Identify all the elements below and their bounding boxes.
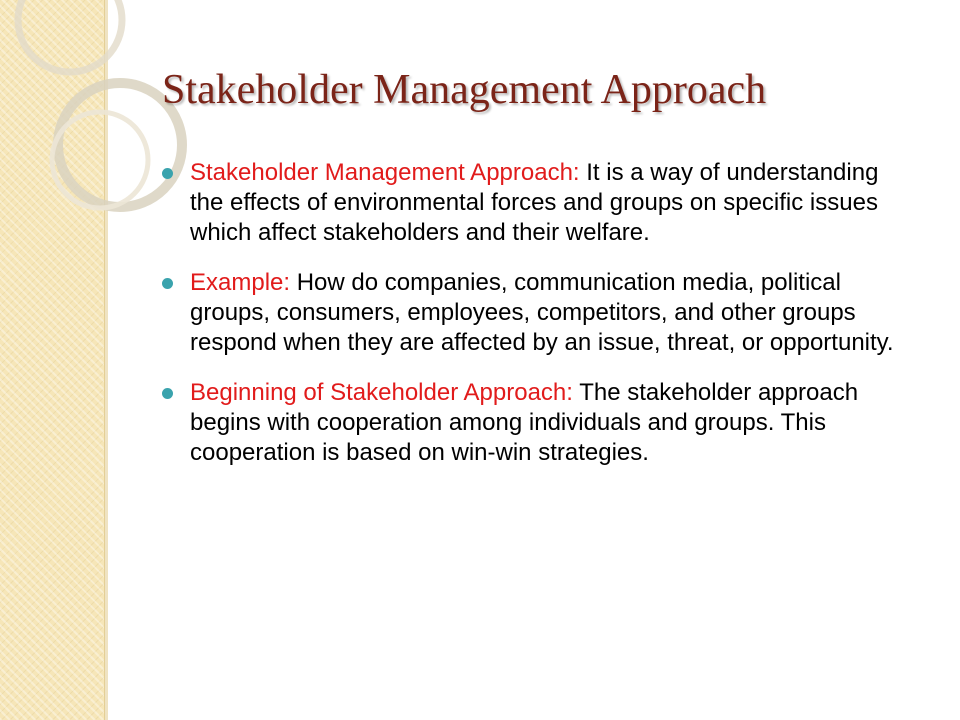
- decorative-circle-inner: [52, 112, 148, 208]
- bullet-dot-icon: [162, 388, 173, 399]
- bullet-item-definition: [162, 158, 902, 248]
- slide-title: Stakeholder Management Approach: [162, 67, 767, 113]
- bullet-text: It is a way of understanding the effects of environmental forces and groups on specific issues which affect stakeholders and their welfare.: [190, 159, 879, 246]
- bullet-item-beginning: [162, 378, 902, 468]
- decorative-circle-top: [18, 0, 122, 72]
- bullet-text: How do companies, communication media, political groups, consumers, employees, competitors, and other groups respond when they are affected by an issue, threat, or opportunity.: [190, 269, 894, 356]
- bullet-term: Example:: [190, 269, 291, 296]
- bullet-dot-icon: [162, 278, 173, 289]
- bullet-item-example: [162, 268, 902, 358]
- bullet-list: [162, 158, 902, 488]
- bullet-dot-icon: [162, 168, 173, 179]
- bullet-term: Beginning of Stakeholder Approach:: [190, 379, 573, 406]
- bullet-term: Stakeholder Management Approach:: [190, 159, 580, 186]
- bullet-text: The stakeholder approach begins with cooperation among individuals and groups. This cooperation is based on win-win strategies.: [190, 379, 859, 466]
